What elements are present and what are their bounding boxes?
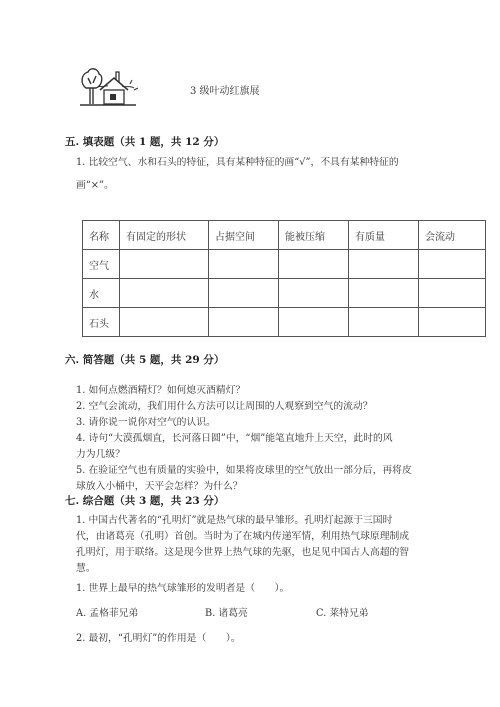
section7-passage-line2: 代，由诸葛亮（孔明）首创。当时为了在城内传递军情，利用热气球原理制成: [76, 531, 410, 542]
section7-title: 七. 综合题（共 3 题，共 23 分）: [65, 495, 225, 507]
table-header-row: [83, 221, 486, 250]
table-header-cell: 占据空间: [209, 221, 279, 250]
header-caption: 3 级叶动红旗展: [190, 86, 260, 97]
row-label-stone: 石头: [83, 308, 120, 337]
answer-cell[interactable]: [209, 279, 279, 308]
section6-q5-line1: 5. 在验证空气也有质量的实验中，如果将皮球里的空气放出一部分后，再将皮: [76, 465, 412, 476]
table-header-cell: 会流动: [419, 221, 486, 250]
answer-cell[interactable]: [279, 250, 349, 279]
table-row: [83, 279, 486, 308]
section5-q1-line1: 1. 比较空气、水和石头的特征，具有某种特征的画“√”，不具有某种特征的: [76, 157, 399, 168]
section5-title: 五. 填表题（共 1 题，共 12 分）: [65, 136, 225, 148]
section6-q1: 1. 如何点燃酒精灯？如何熄灭酒精灯？: [76, 385, 246, 396]
answer-cell[interactable]: [120, 308, 209, 337]
section7-sub2: 2. 最初，“孔明灯”的作用是（ ）。: [76, 633, 241, 644]
table-header-cell: 名称: [83, 221, 120, 250]
table-header-cell: 能被压缩: [279, 221, 349, 250]
table-row: [83, 308, 486, 337]
answer-cell[interactable]: [120, 279, 209, 308]
answer-cell[interactable]: [209, 308, 279, 337]
table-row: [83, 250, 486, 279]
section6-q2: 2. 空气会流动，我们用什么方法可以让周围的人观察到空气的流动？: [76, 401, 373, 412]
answer-cell[interactable]: [279, 308, 349, 337]
section7-sub1: 1. 世界上最早的热气球雏形的发明者是（ ）。: [76, 583, 290, 594]
table-header-cell: 有固定的形状: [120, 221, 209, 250]
section6-q3: 3. 请你说一说你对空气的认识。: [76, 417, 216, 428]
section5-q1-line2: 画“×”。: [76, 180, 114, 191]
table-header-cell: 有质量: [349, 221, 419, 250]
answer-cell[interactable]: [349, 279, 419, 308]
option-b[interactable]: B. 诸葛亮: [205, 608, 248, 619]
row-label-air: 空气: [83, 250, 120, 279]
section6-q4-line1: 4. 诗句“大漠孤烟直，长河落日圆”中，“烟”能笔直地升上天空，此时的风: [76, 433, 393, 444]
section7-passage-line4: 慧。: [76, 563, 96, 574]
section6-title: 六. 简答题（共 5 题，共 29 分）: [65, 354, 225, 366]
answer-cell[interactable]: [419, 308, 486, 337]
section6-q5-line2: 球放入小桶中，天平会怎样？为什么？: [76, 481, 243, 492]
section6-q4-line2: 力为几级？: [76, 449, 125, 460]
answer-cell[interactable]: [120, 250, 209, 279]
feature-table: [82, 220, 486, 337]
answer-cell[interactable]: [209, 250, 279, 279]
row-label-water: 水: [83, 279, 120, 308]
answer-cell[interactable]: [279, 279, 349, 308]
option-c[interactable]: C. 莱特兄弟: [316, 608, 369, 619]
option-a[interactable]: A. 孟格菲兄弟: [76, 608, 139, 619]
section7-passage-line1: 1. 中国古代著名的“孔明灯”就是热气球的最早雏形。孔明灯起源于三国时: [76, 515, 393, 526]
section7-passage-line3: 孔明灯，用于联络。这是现今世界上热气球的先驱，也足见中国古人高超的智: [76, 547, 410, 558]
answer-cell[interactable]: [349, 308, 419, 337]
house-tree-illustration: [78, 66, 140, 110]
answer-cell[interactable]: [349, 250, 419, 279]
answer-cell[interactable]: [419, 279, 486, 308]
answer-cell[interactable]: [419, 250, 486, 279]
